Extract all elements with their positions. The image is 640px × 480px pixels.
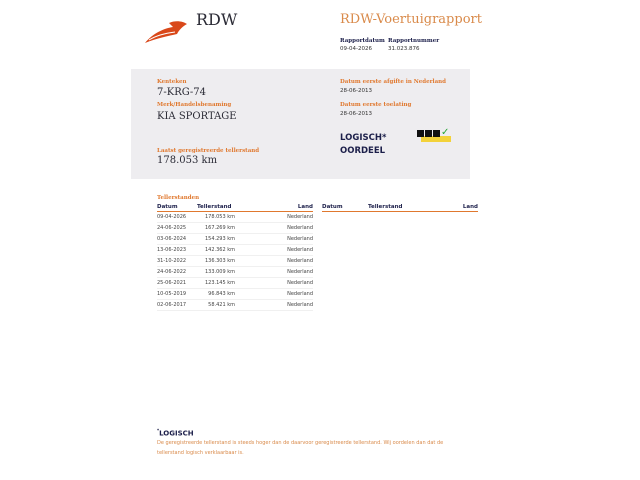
cell-tellerstand: 178.053 km [204, 214, 235, 220]
footer-text: De geregistreerde tellerstand is steeds hoger dan de daarvoor geregistreerde tellerstand. Wij oordelen dan dat de tellerstand logisch verklaarbaar is. [157, 440, 444, 456]
table-header [157, 204, 313, 212]
table-row [157, 212, 313, 223]
rapportnummer: 31.023.876 [388, 46, 420, 52]
cell-land: Nederland [287, 258, 313, 264]
nap-logo-icon: ✓ [417, 130, 452, 143]
toelating: 28-06-2013 [340, 111, 372, 117]
merk: KIA SPORTAGE [157, 111, 237, 122]
cell-datum: 25-06-2021 [157, 280, 187, 286]
cell-datum: 31-10-2022 [157, 258, 187, 264]
cell-land: Nederland [287, 269, 313, 275]
cell-datum: 13-06-2023 [157, 247, 187, 253]
report-title: RDW-Voertuigrapport [340, 12, 482, 27]
cell-tellerstand: 142.362 km [204, 247, 235, 253]
cell-tellerstand: 133.009 km [204, 269, 235, 275]
rapportnummer-label: Rapportnummer [388, 38, 440, 44]
rapportdatum: 09-04-2026 [340, 46, 372, 52]
afgifte-label: Datum eerste afgifte in Nederland [340, 79, 447, 85]
cell-datum: 03-06-2024 [157, 236, 187, 242]
col-tellerstand: Tellerstand [368, 204, 403, 210]
toelating-label: Datum eerste toelating [340, 102, 412, 108]
cell-tellerstand: 167.269 km [204, 225, 235, 231]
table-row [157, 267, 313, 278]
oordeel-line1: LOGISCH* [340, 133, 387, 143]
col-land: Land [297, 204, 313, 210]
table-row [157, 289, 313, 300]
cell-land: Nederland [287, 291, 313, 297]
kenteken: 7-KRG-74 [157, 87, 207, 98]
cell-land: Nederland [287, 280, 313, 286]
cell-land: Nederland [287, 214, 313, 220]
footer-star: * [157, 428, 160, 433]
cell-tellerstand: 123.145 km [204, 280, 235, 286]
oordeel [340, 132, 386, 158]
rdw-logo-icon [143, 18, 193, 46]
cell-datum: 09-04-2026 [157, 214, 187, 220]
cell-land: Nederland [287, 225, 313, 231]
tellerstanden-table-right [322, 204, 478, 212]
rapportdatum-label: Rapportdatum [340, 38, 385, 44]
col-datum: Datum [157, 204, 178, 210]
table-header [322, 204, 478, 212]
cell-tellerstand: 154.293 km [204, 236, 235, 242]
cell-tellerstand: 136.303 km [204, 258, 235, 264]
afgifte: 28-06-2013 [340, 88, 372, 94]
table-row [157, 300, 313, 311]
table-row [157, 223, 313, 234]
col-tellerstand: Tellerstand [197, 204, 232, 210]
cell-datum: 24-06-2022 [157, 269, 187, 275]
cell-datum: 10-05-2019 [157, 291, 187, 297]
col-datum: Datum [322, 204, 343, 210]
teller-label: Laatst geregistreerde tellerstand [157, 148, 260, 154]
col-land: Land [462, 204, 478, 210]
cell-land: Nederland [287, 236, 313, 242]
cell-tellerstand: 58.421 km [208, 302, 235, 308]
table-row [157, 234, 313, 245]
merk-label: Merk/Handelsbenaming [157, 102, 232, 108]
table-row [157, 278, 313, 289]
table-row [157, 256, 313, 267]
oordeel-line2: OORDEEL [340, 146, 386, 156]
logo-text: RDW [196, 10, 238, 29]
kenteken-label: Kenteken [157, 79, 187, 85]
table-row [157, 245, 313, 256]
cell-datum: 02-06-2017 [157, 302, 187, 308]
footer-title-text: LOGISCH [159, 429, 194, 438]
footer-title [157, 428, 194, 437]
cell-land: Nederland [287, 247, 313, 253]
teller: 178.053 km [157, 155, 218, 166]
tellerstanden-table-left [157, 204, 313, 311]
cell-tellerstand: 96.843 km [208, 291, 235, 297]
cell-datum: 24-06-2025 [157, 225, 187, 231]
tellerstanden-title: Tellerstanden [157, 195, 200, 201]
cell-land: Nederland [287, 302, 313, 308]
